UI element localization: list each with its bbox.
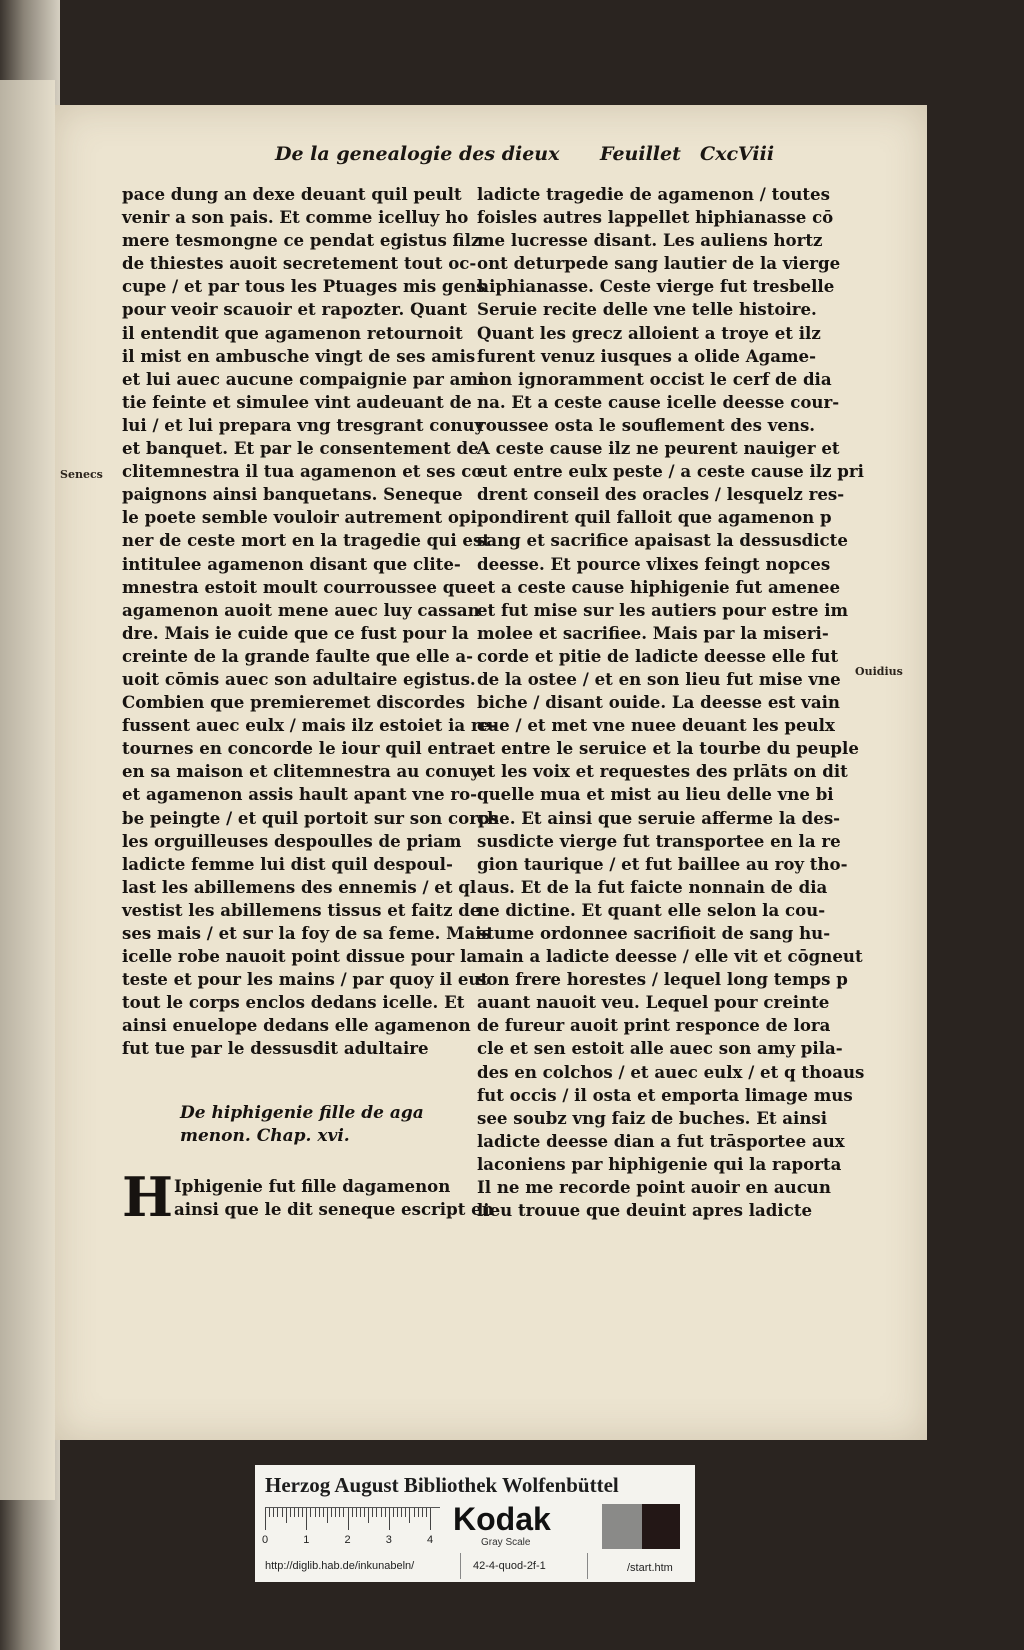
text-line: corde et pitie de ladicte deesse elle fut (477, 645, 839, 666)
text-line: pondirent quil falloit que agamenon p (477, 507, 832, 528)
text-line: ont deturpede sang lautier de la vierge (477, 253, 841, 274)
divider (587, 1553, 588, 1579)
text-line: A ceste cause ilz ne peurent nauiger et (477, 438, 840, 459)
text-line: na. Et a ceste cause icelle deesse cour- (477, 391, 840, 412)
text-line: dre. Mais ie cuide que ce fust pour la (122, 622, 469, 643)
ruler-tick (376, 1508, 377, 1517)
text-line: mere tesmongne ce pendat egistus filz (122, 230, 481, 251)
text-line: che. Et ainsi que seruie afferme la des- (477, 807, 841, 828)
text-line: venir a son pais. Et comme icelluy ho (122, 207, 469, 228)
text-line: et fut mise sur les autiers pour estre im (477, 599, 849, 620)
divider (460, 1553, 461, 1579)
ruler-tick (273, 1508, 274, 1517)
text-line: be peingte / et quil portoit sur son corps (122, 807, 499, 828)
text-line: de la ostee / et en son lieu fut mise vne (477, 668, 841, 689)
text-line: main a ladicte deesse / elle vit et cōgneut (477, 946, 863, 967)
text-line: icelle robe nauoit point dissue pour la (122, 946, 478, 967)
text-line: tout le corps enclos dedans icelle. Et (122, 992, 465, 1013)
ruler-tick (430, 1508, 431, 1530)
text-line: ladicte femme lui dist quil despoul- (122, 853, 453, 874)
start-link: /start.htm (627, 1562, 673, 1574)
ruler-label: 3 (385, 1534, 392, 1546)
text-line: susdicte vierge fut transportee en la re (477, 830, 841, 851)
text-line: tie feinte et simulee vint audeuant de (122, 391, 472, 412)
text-line: fut tue par le dessusdit adultaire (122, 1038, 429, 1059)
facing-page-edge (0, 80, 55, 1500)
ruler-tick (372, 1508, 373, 1517)
ruler-tick (331, 1508, 332, 1517)
ruler-tick (282, 1508, 283, 1517)
folio-label: Feuillet (600, 143, 681, 165)
scale-ruler (262, 1507, 440, 1550)
ruler-tick (277, 1508, 278, 1517)
chapter-body (122, 1165, 494, 1229)
text-line: ner de ceste mort en la tragedie qui est (122, 530, 490, 551)
text-line: intitulee agamenon disant que clite- (122, 553, 461, 574)
ruler-tick (356, 1508, 357, 1517)
ruler-tick (298, 1508, 299, 1517)
text-line: de fureur auoit print responce de lora (477, 1015, 831, 1036)
text-line: biche / disant ouide. La deesse est vain (477, 692, 840, 713)
ruler-tick (315, 1508, 316, 1517)
ruler-tick (306, 1508, 307, 1530)
text-line: Combien que premieremet discordes (122, 692, 465, 713)
chapter-title-line: De hiphigenie fille de aga (180, 1103, 424, 1123)
ruler-tick (290, 1508, 291, 1517)
ruler-tick (360, 1508, 361, 1517)
ruler-tick (286, 1508, 287, 1523)
text-line: il mist en ambusche vingt de ses amis (122, 345, 476, 366)
ruler-tick (343, 1508, 344, 1517)
text-line: pour veoir scauoir et rapozter. Quant (122, 299, 468, 320)
left-text-column (122, 183, 499, 1061)
text-line: cle et sen estoit alle auec son amy pila- (477, 1038, 843, 1059)
gray-swatch (602, 1504, 642, 1549)
text-line: gion taurique / et fut baillee au roy tho- (477, 853, 848, 874)
ruler-tick (310, 1508, 311, 1517)
text-line: tournes en concorde le iour quil entra (122, 738, 478, 759)
text-line: clitemnestra il tua agamenon et ses co (122, 461, 483, 482)
ruler-tick (385, 1508, 386, 1517)
text-line: ses mais / et sur la foy de sa feme. Mais (122, 923, 491, 943)
text-line: fut occis / il osta et emporta limage mus (477, 1084, 853, 1105)
text-line: Quant les grecz alloient a troye et ilz (477, 322, 821, 343)
running-title: De la genealogie des dieux (275, 143, 560, 165)
text-line: fussent auec eulx / mais ilz estoiet ia re- (122, 715, 498, 736)
text-line: non ignoramment occist le cerf de dia (477, 368, 832, 389)
chapter-title (180, 1102, 450, 1148)
text-line: stume ordonnee sacrifioit de sang hu- (477, 923, 831, 943)
ruler-tick (335, 1508, 336, 1517)
drop-cap: H (122, 1165, 174, 1229)
text-line: roussee osta le souflement des vens. (477, 414, 816, 435)
ruler-tick (422, 1508, 423, 1517)
ruler-tick (265, 1508, 266, 1530)
text-line: laconiens par hiphigenie qui la raporta (477, 1153, 842, 1174)
gray-scale-label: Gray Scale (481, 1537, 531, 1548)
text-line: creinte de la grande faulte que elle a- (122, 645, 474, 666)
text-line: foisles autres lappellet hiphianasse cō (477, 207, 834, 228)
text-line: deesse. Et pource vlixes feingt nopces (477, 553, 831, 574)
text-line: et a ceste cause hiphigenie fut amenee (477, 576, 841, 597)
ruler-tick (327, 1508, 328, 1523)
ruler-tick (339, 1508, 340, 1517)
text-line: Il ne me recorde point auoir en aucun (477, 1177, 831, 1198)
text-line: ladicte deesse dian a fut trāsportee aux (477, 1130, 845, 1151)
text-line: en sa maison et clitemnestra au conuy (122, 761, 481, 782)
ruler-label: 4 (427, 1534, 434, 1546)
library-name: Herzog August Bibliothek Wolfenbüttel (265, 1473, 619, 1497)
text-line: see soubz vng faiz de buches. Et ainsi (477, 1107, 828, 1128)
source-url: http://diglib.hab.de/inkunabeln/ (265, 1560, 415, 1572)
text-line: il entendit que agamenon retournoit (122, 322, 463, 343)
text-line: les orguilleuses despoulles de priam (122, 830, 462, 851)
ruler-tick (414, 1508, 415, 1517)
ruler-tick (302, 1508, 303, 1517)
text-line: lieu trouue que deuint apres ladicte (477, 1200, 813, 1221)
text-line: et banquet. Et par le consentement de (122, 438, 479, 459)
text-line: auant nauoit veu. Lequel pour creinte (477, 992, 830, 1013)
text-line: me lucresse disant. Les auliens hortz (477, 230, 823, 251)
text-line: aus. Et de la fut faicte nonnain de dia (477, 876, 828, 897)
text-line: hiphianasse. Ceste vierge fut tresbelle (477, 276, 835, 297)
text-line: pace dung an dexe deuant quil peult (122, 184, 462, 204)
text-line: son frere horestes / lequel long temps p (477, 969, 848, 990)
dark-swatch (642, 1504, 680, 1549)
text-line: molee et sacrifiee. Mais par la miseri- (477, 622, 829, 643)
text-line: furent venuz iusques a olide Agame- (477, 345, 816, 366)
text-line: vestist les abillemens tissus et faitz de (122, 899, 481, 920)
ruler-tick (401, 1508, 402, 1517)
text-line: et entre le seruice et la tourbe du peuple (477, 738, 859, 759)
ruler-tick (323, 1508, 324, 1517)
text-line: et les voix et requestes des prlāts on dit (477, 761, 848, 782)
text-line: Seruie recite delle vne telle histoire. (477, 299, 817, 320)
text-line: eut entre eulx peste / a ceste cause ilz pri (477, 461, 864, 482)
text-line: teste et pour les mains / par quoy il eut (122, 969, 489, 990)
text-line: le poete semble vouloir autrement opi (122, 507, 477, 528)
text-line: uoit cōmis auec son adultaire egistus. (122, 668, 476, 689)
shelfmark: 42-4-quod-2f-1 (473, 1560, 546, 1572)
kodak-logo: Kodak (453, 1501, 551, 1537)
text-line: ainsi enuelope dedans elle agamenon (122, 1015, 471, 1036)
ruler-tick (352, 1508, 353, 1517)
text-line: ne dictine. Et quant elle selon la cou- (477, 899, 826, 920)
ruler-tick (381, 1508, 382, 1517)
text-line: cue / et met vne nuee deuant les peulx (477, 715, 835, 736)
text-line: agamenon auoit mene auec luy cassan (122, 599, 480, 620)
right-text-column (477, 183, 865, 1222)
ruler-tick (397, 1508, 398, 1517)
text-line: last les abillemens des ennemis / et ql (122, 876, 477, 897)
ruler-tick (269, 1508, 270, 1517)
ruler-label: 0 (262, 1534, 269, 1546)
text-line: et lui auec aucune compaignie par ami (122, 368, 485, 389)
ruler-tick (368, 1508, 369, 1523)
ruler-tick (389, 1508, 390, 1530)
text-line: paignons ainsi banquetans. Seneque (122, 484, 463, 505)
ruler-label: 2 (344, 1534, 351, 1546)
ruler-tick (393, 1508, 394, 1517)
text-line: lui / et lui prepara vng tresgrant conuy (122, 414, 485, 435)
text-line: de thiestes auoit secretement tout oc- (122, 253, 477, 274)
ruler-tick (409, 1508, 410, 1523)
ruler-label: 1 (303, 1534, 310, 1546)
text-line: cupe / et par tous les Ptuages mis gens (122, 276, 486, 297)
text-line: ladicte tragedie de agamenon / toutes (477, 184, 830, 204)
text-line: Iphigenie fut fille dagamenon (174, 1176, 451, 1196)
text-line: et agamenon assis hault apant vne ro- (122, 784, 478, 805)
folio-number: CxcViii (700, 143, 775, 165)
ruler-tick (418, 1508, 419, 1517)
margin-note-seneca: Senecs (60, 468, 103, 481)
book-page (55, 105, 927, 1440)
text-line: ainsi que le dit seneque escript en (174, 1199, 494, 1219)
ruler-tick (294, 1508, 295, 1517)
ruler-tick (364, 1508, 365, 1517)
ruler-tick (405, 1508, 406, 1517)
chapter-title-line: menon. Chap. xvi. (180, 1126, 350, 1146)
ruler-tick (348, 1508, 349, 1530)
text-line: drent conseil des oracles / lesquelz res- (477, 484, 845, 505)
text-line: sang et sacrifice apaisast la dessusdicte (477, 530, 848, 551)
color-target-card (255, 1465, 695, 1582)
text-line: quelle mua et mist au lieu delle vne bi (477, 784, 834, 805)
text-line: mnestra estoit moult courroussee que (122, 576, 477, 597)
ruler-tick (426, 1508, 427, 1517)
ruler-tick (319, 1508, 320, 1517)
margin-note-ouidius: Ouidius (855, 665, 903, 678)
text-line: des en colchos / et auec eulx / et q thoaus (477, 1061, 865, 1082)
page-header (55, 143, 927, 173)
